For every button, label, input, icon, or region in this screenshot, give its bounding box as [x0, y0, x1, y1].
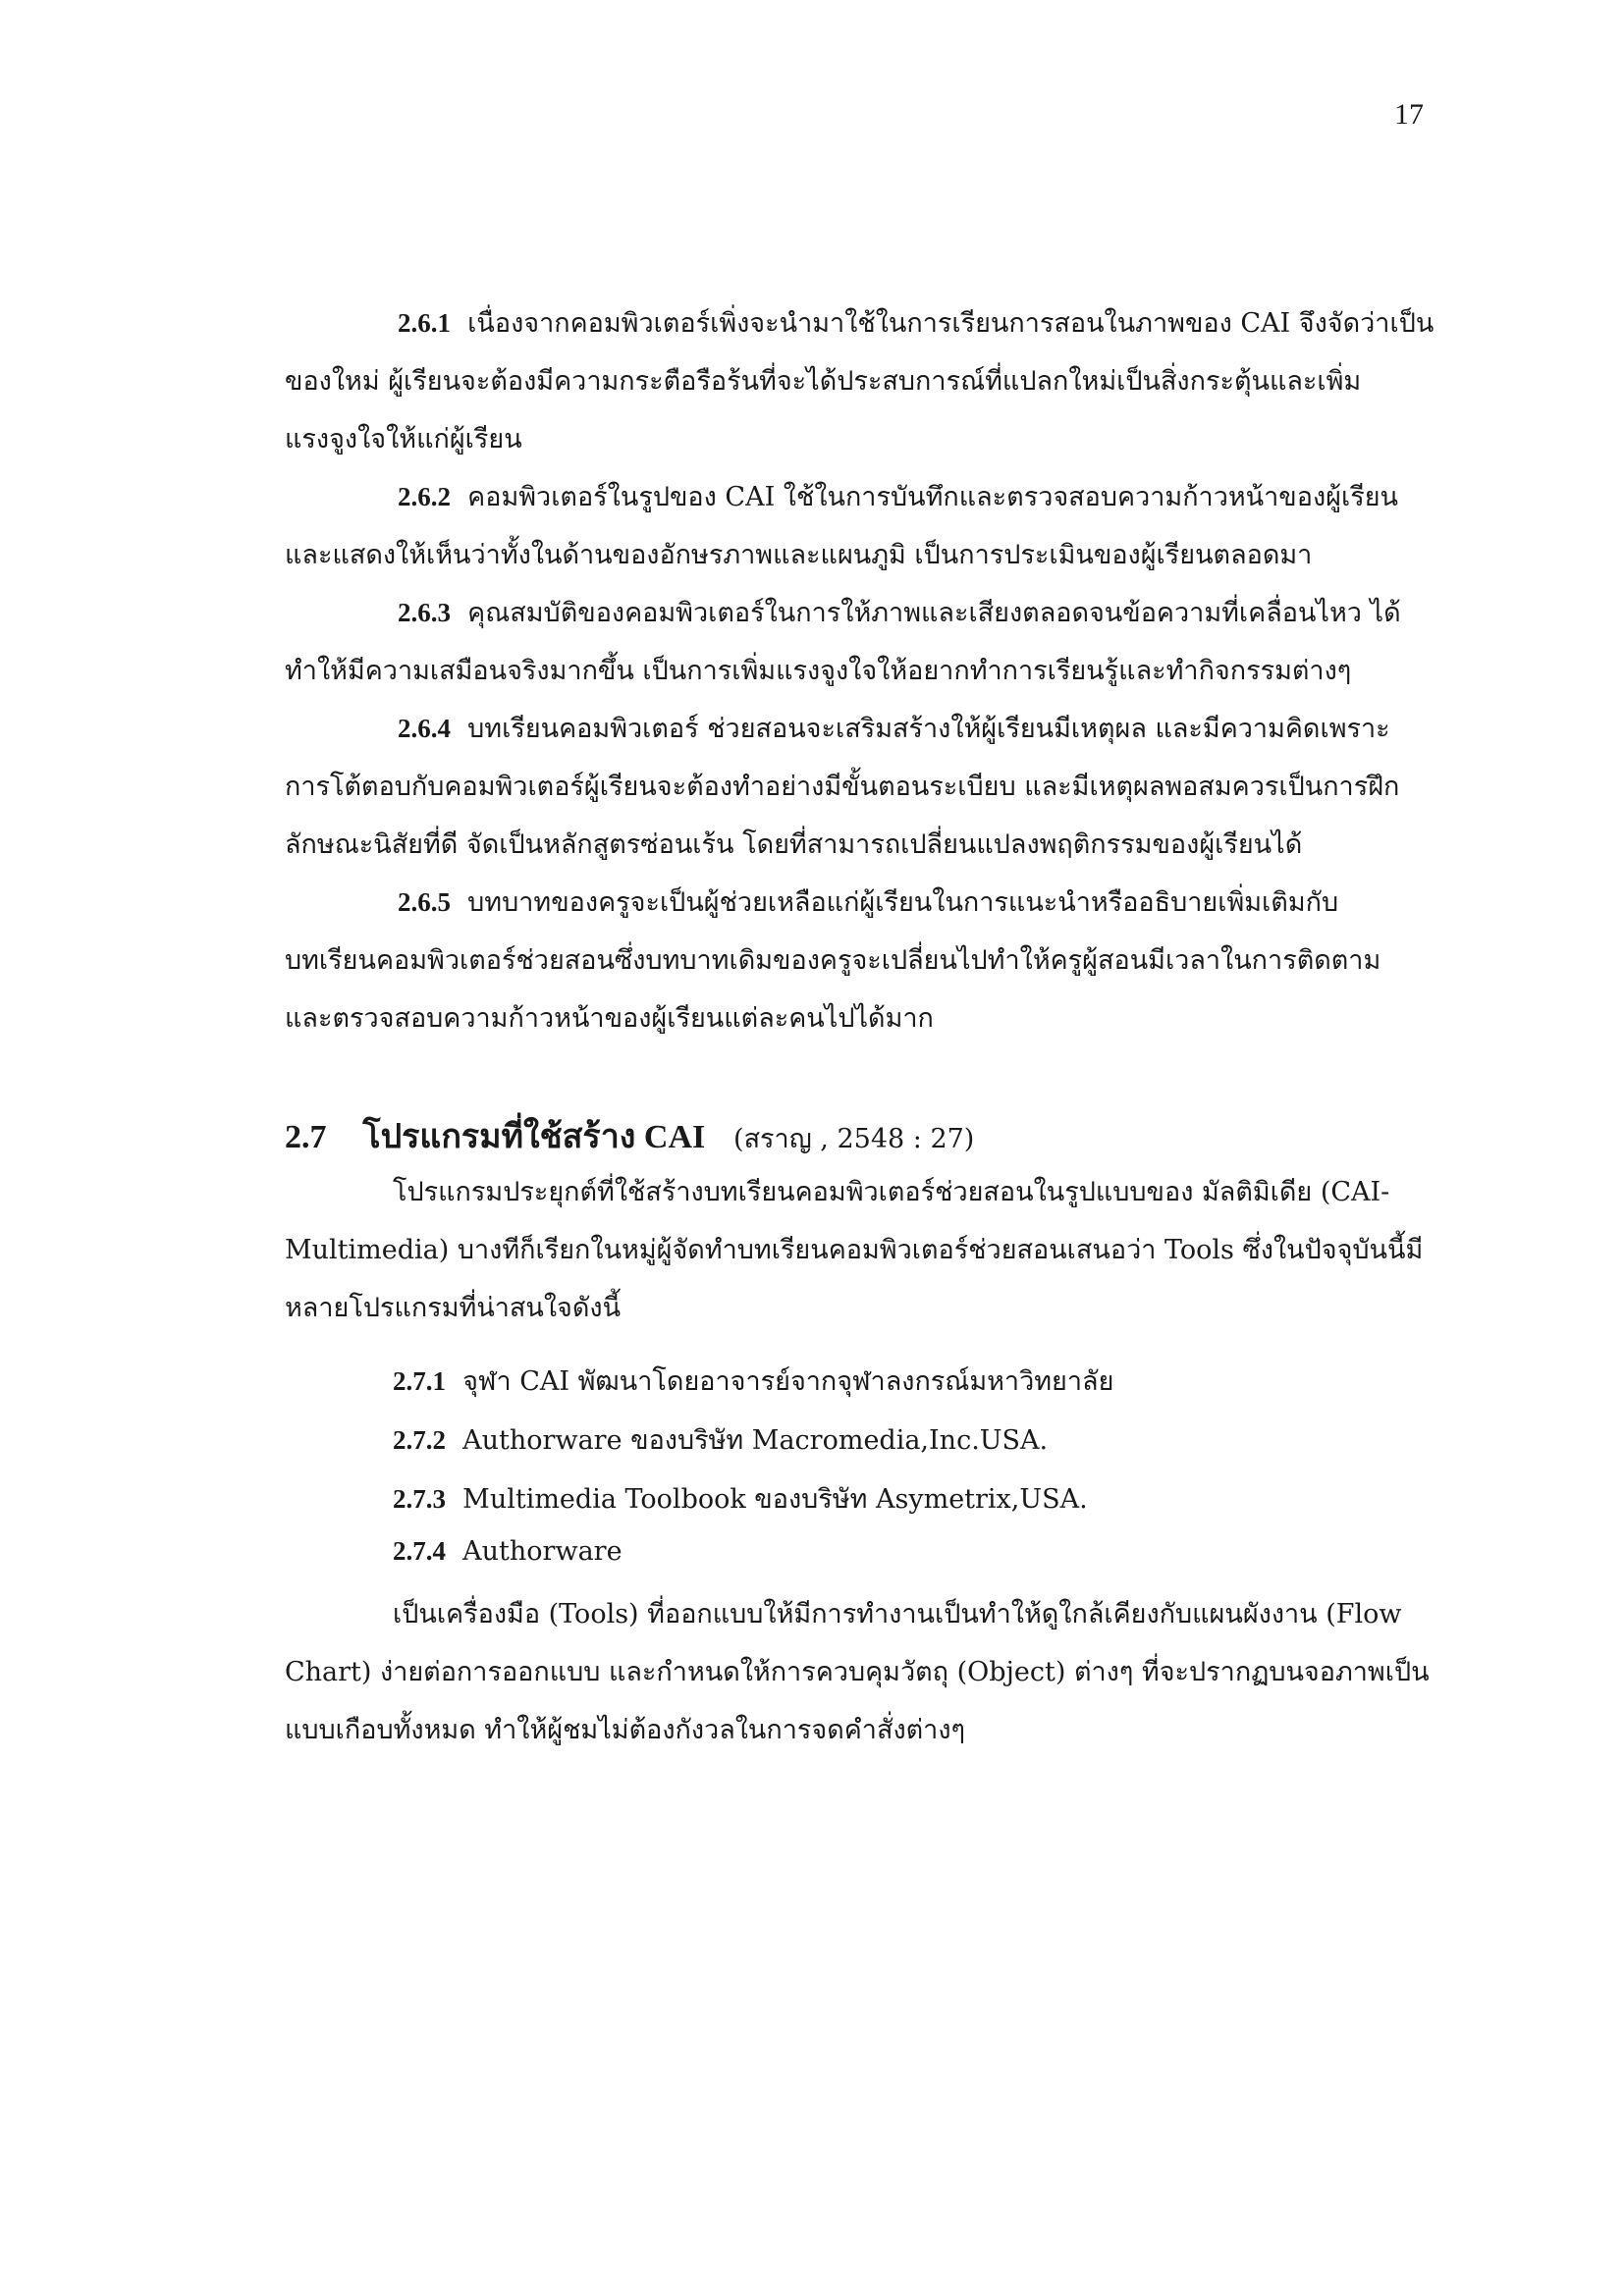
- item-number: 2.7.2: [393, 1425, 446, 1455]
- list-item-2-7-4: [393, 1536, 623, 1567]
- section-citation: (สราญ , 2548 : 27): [733, 1124, 975, 1154]
- paragraph-number: 2.6.1: [398, 308, 451, 338]
- section-number: 2.7: [285, 1119, 327, 1155]
- paragraph-2-6-1: [285, 294, 1443, 468]
- section-heading-2-7: [285, 1109, 974, 1162]
- list-item-2-7-3: [393, 1477, 1088, 1520]
- paragraph-text: หลายโปรแกรมที่น่าสนใจดังนี้: [285, 1293, 622, 1323]
- list-item-2-7-1: [393, 1360, 1113, 1402]
- paragraph-text: และตรวจสอบความก้าวหน้าของผู้เรียนแต่ละคนไปได้มาก: [285, 1003, 934, 1034]
- paragraph-number: 2.6.3: [398, 598, 451, 627]
- paragraph-number: 2.6.5: [398, 887, 451, 917]
- paragraph-text: ลักษณะนิสัยที่ดี จัดเป็นหลักสูตรซ่อนเร้น โดยที่สามารถเปลี่ยนแปลงพฤติกรรมของผู้เรียนได้: [285, 829, 1303, 860]
- paragraph-2-7-4-description: [285, 1585, 1443, 1759]
- paragraph-text: การโต้ตอบกับคอมพิวเตอร์ผู้เรียนจะต้องทำอย่างมีขั้นตอนระเบียบ และมีเหตุผลพอสมควรเป็นการฝึก: [285, 772, 1400, 802]
- paragraph-text: บทบาทของครูจะเป็นผู้ช่วยเหลือแก่ผู้เรียนในการแนะนำหรืออธิบายเพิ่มเติมกับ: [467, 887, 1339, 918]
- item-number: 2.7.4: [393, 1536, 446, 1566]
- item-text: Authorware ของบริษัท Macromedia,Inc.USA.: [462, 1425, 1049, 1456]
- paragraph-number: 2.6.4: [398, 714, 451, 743]
- page-number: 17: [1394, 98, 1424, 131]
- paragraph-2-6-5: [285, 874, 1443, 1047]
- paragraph-2-6-2: [285, 468, 1443, 584]
- paragraph-number: 2.6.2: [398, 482, 451, 511]
- paragraph-text: เป็นเครื่องมือ (Tools) ที่ออกแบบให้มีการทำงานเป็นทำให้ดูใกล้เคียงกับแผนผังงาน (Flow: [393, 1599, 1402, 1629]
- paragraph-text: แบบเกือบทั้งหมด ทำให้ผู้ชมไม่ต้องกังวลในการจดคำสั่งต่างๆ: [285, 1715, 966, 1745]
- paragraph-text: และแสดงให้เห็นว่าทั้งในด้านของอักษรภาพและแผนภูมิ เป็นการประเมินของผู้เรียนตลอดมา: [285, 540, 1313, 570]
- item-text: จุฬา CAI พัฒนาโดยอาจารย์จากจุฬาลงกรณ์มหาวิทยาลัย: [462, 1366, 1114, 1397]
- paragraph-text: ทำให้มีความเสมือนจริงมากขึ้น เป็นการเพิ่มแรงจูงใจให้อยากทำการเรียนรู้และทำกิจกรรมต่างๆ: [285, 656, 1352, 686]
- section-title: โปรแกรมที่ใช้สร้าง CAI: [362, 1119, 706, 1155]
- list-item-2-7-2: [393, 1418, 1048, 1461]
- paragraph-text: เนื่องจากคอมพิวเตอร์เพิ่งจะนำมาใช้ในการเรียนการสอนในภาพของ CAI จึงจัดว่าเป็น: [467, 308, 1435, 339]
- paragraph-text: Multimedia) บางทีก็เรียกในหมู่ผู้จัดทำบทเรียนคอมพิวเตอร์ช่วยสอนเสนอว่า Tools ซึ่งในปัจจุบันนี้มี: [285, 1235, 1424, 1265]
- paragraph-text: คอมพิวเตอร์ในรูปของ CAI ใช้ในการบันทึกและตรวจสอบความก้าวหน้าของผู้เรียน: [467, 482, 1398, 512]
- item-text: Authorware: [462, 1536, 623, 1567]
- paragraph-2-6-3: [285, 584, 1443, 700]
- item-number: 2.7.3: [393, 1484, 446, 1514]
- paragraph-text: ของใหม่ ผู้เรียนจะต้องมีความกระตือรือร้นที่จะได้ประสบการณ์ที่แปลกใหม่เป็นสิ่งกระตุ้นและเพิ่ม: [285, 366, 1362, 397]
- item-number: 2.7.1: [393, 1366, 446, 1396]
- paragraph-2-6-4: [285, 700, 1443, 874]
- paragraph-text: โปรแกรมประยุกต์ที่ใช้สร้างบทเรียนคอมพิวเตอร์ช่วยสอนในรูปแบบของ มัลติมิเดีย (CAI-: [393, 1177, 1390, 1207]
- paragraph-text: บทเรียนคอมพิวเตอร์ ช่วยสอนจะเสริมสร้างให้ผู้เรียนมีเหตุผล และมีความคิดเพราะ: [467, 714, 1390, 744]
- paragraph-2-7-intro: [285, 1163, 1443, 1337]
- paragraph-text: แรงจูงใจให้แก่ผู้เรียน: [285, 424, 522, 454]
- paragraph-text: คุณสมบัติของคอมพิวเตอร์ในการให้ภาพและเสียงตลอดจนข้อความที่เคลื่อนไหว ได้: [467, 598, 1401, 628]
- paragraph-text: บทเรียนคอมพิวเตอร์ช่วยสอนซึ่งบทบาทเดิมของครูจะเปลี่ยนไปทำให้ครูผู้สอนมีเวลาในการติดตาม: [285, 945, 1381, 976]
- paragraph-text: Chart) ง่ายต่อการออกแบบ และกำหนดให้การควบคุมวัตถุ (Object) ต่างๆ ที่จะปรากฏบนจอภาพเป็น: [285, 1657, 1430, 1687]
- item-text: Multimedia Toolbook ของบริษัท Asymetrix,USA.: [462, 1484, 1088, 1515]
